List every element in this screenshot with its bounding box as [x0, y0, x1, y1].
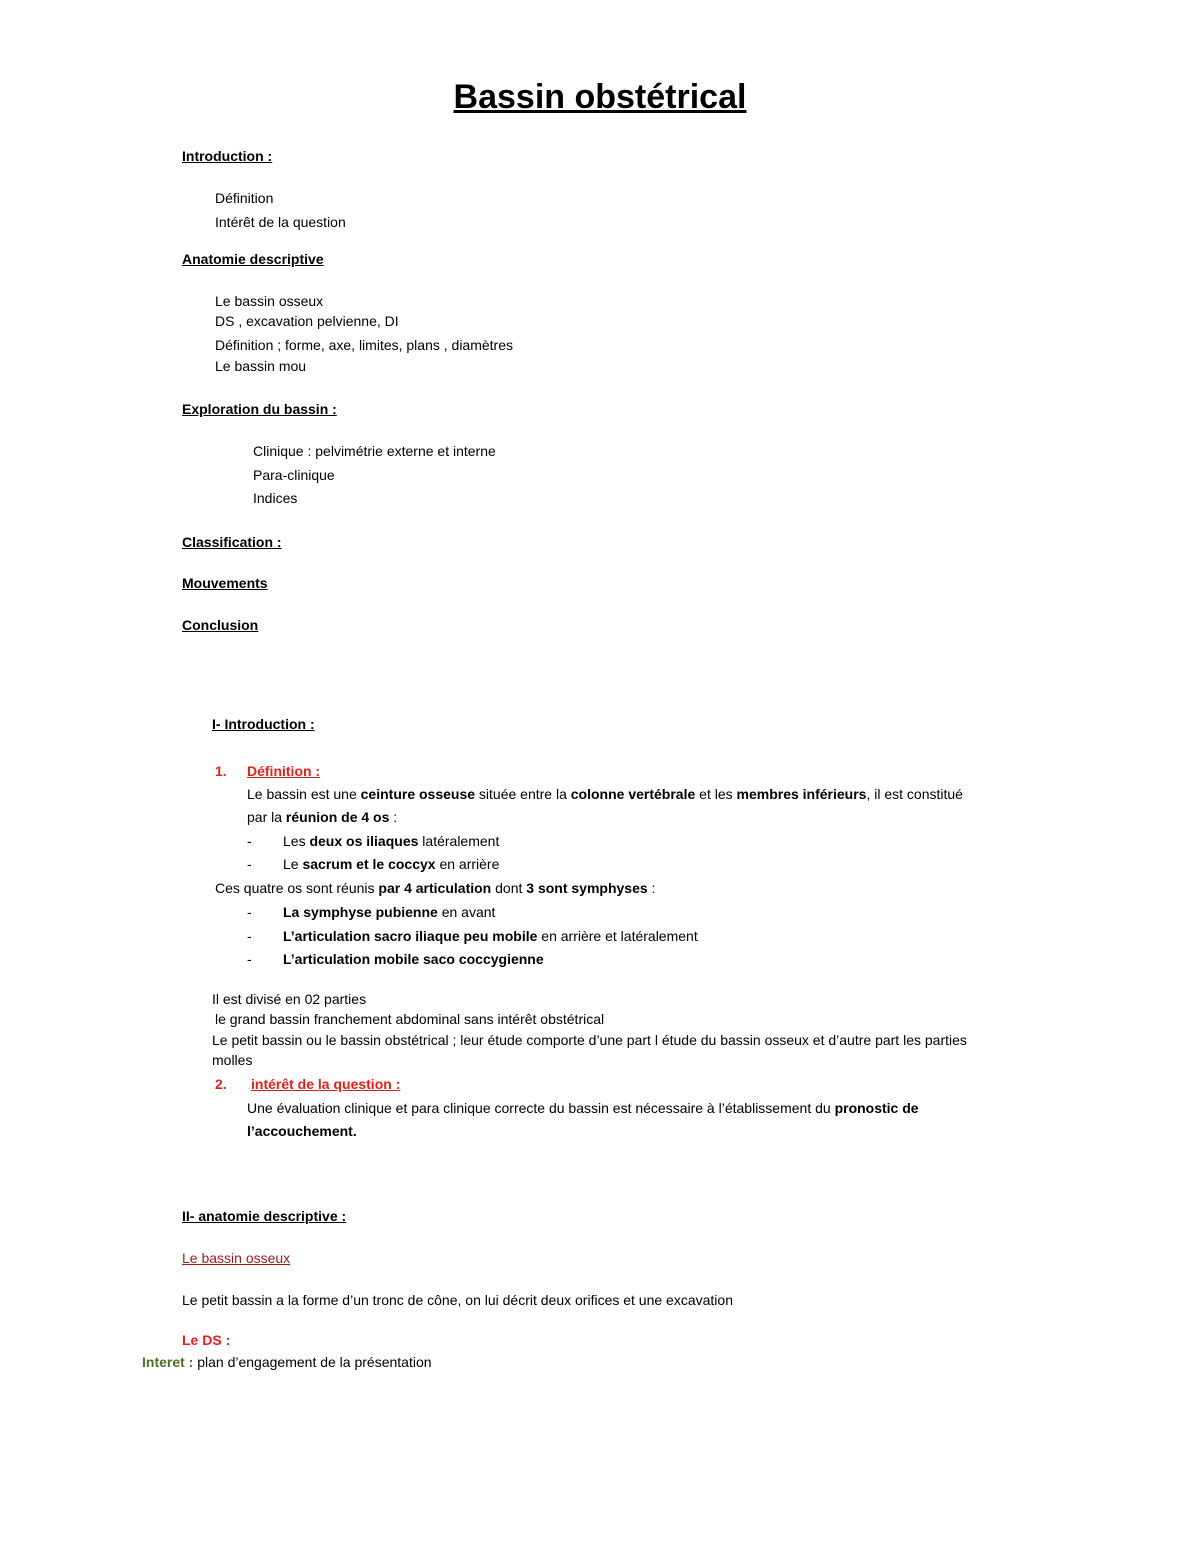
- outline-explo-item: Indices: [253, 490, 298, 506]
- section1-heading: I- Introduction :: [212, 716, 315, 732]
- petit-bassin-description: Le petit bassin a la forme d’un tronc de cône, on lui décrit deux orifices et une excavation: [182, 1292, 733, 1308]
- bone-list-item: - Les deux os iliaques latéralement: [247, 833, 500, 849]
- interet-heading: intérêt de la question :: [251, 1076, 401, 1092]
- outline-intro-heading: Introduction :: [182, 148, 273, 164]
- section2-heading: II- anatomie descriptive :: [182, 1208, 347, 1224]
- outline-classif-heading: Classification :: [182, 534, 282, 550]
- outline-mouv-heading: Mouvements: [182, 575, 268, 591]
- outline-intro-item: Définition: [215, 190, 274, 206]
- outline-anat-item: Définition ; forme, axe, limites, plans , diamètres: [215, 337, 514, 353]
- divided-text: Il est divisé en 02 parties: [212, 991, 367, 1007]
- interet-number: 2.: [215, 1076, 227, 1092]
- document-title: Bassin obstétrical: [453, 78, 747, 116]
- outline-concl-heading: Conclusion: [182, 617, 259, 633]
- outline-explo-item: Para-clinique: [253, 467, 335, 483]
- definition-line-2: par la réunion de 4 os :: [247, 809, 398, 825]
- outline-explo-heading: Exploration du bassin :: [182, 401, 337, 417]
- definition-heading: Définition :: [247, 763, 321, 779]
- definition-line-1: Le bassin est une ceinture osseuse située entre la colonne vertébrale et les membres inférieurs, il est constitué: [247, 786, 963, 802]
- petit-bassin-text: Le petit bassin ou le bassin obstétrical ; leur étude comporte d’une part l étude du bassin osseux et d’autre part les parties: [212, 1032, 967, 1048]
- joints-intro: Ces quatre os sont réunis par 4 articulation dont 3 sont symphyses :: [215, 880, 656, 896]
- petit-bassin-text-cont: molles: [212, 1052, 253, 1068]
- joint-list-item: - L’articulation sacro iliaque peu mobile en arrière et latéralement: [247, 928, 698, 944]
- interet-label: Interet :: [142, 1354, 194, 1370]
- definition-number: 1.: [215, 763, 227, 779]
- outline-anat-item: Le bassin mou: [215, 358, 307, 374]
- ds-heading: Le DS :: [182, 1332, 231, 1348]
- bassin-osseux-heading: Le bassin osseux: [182, 1250, 291, 1266]
- joint-list-item: - La symphyse pubienne en avant: [247, 904, 496, 920]
- grand-bassin-text: le grand bassin franchement abdominal sans intérêt obstétrical: [215, 1011, 605, 1027]
- interet-line-2: l’accouchement.: [247, 1123, 357, 1139]
- outline-anat-heading: Anatomie descriptive: [182, 251, 324, 267]
- interet-ds-line: Interet : plan d’engagement de la présentation: [142, 1354, 432, 1370]
- joint-list-item: - L’articulation mobile saco coccygienne: [247, 951, 544, 967]
- outline-anat-item: DS , excavation pelvienne, DI: [215, 313, 399, 329]
- outline-anat-item: Le bassin osseux: [215, 293, 324, 309]
- bone-list-item: - Le sacrum et le coccyx en arrière: [247, 856, 500, 872]
- outline-explo-item: Clinique : pelvimétrie externe et interne: [253, 443, 496, 459]
- interet-line-1: Une évaluation clinique et para clinique correcte du bassin est nécessaire à l’établissement du pronostic de: [247, 1100, 919, 1116]
- outline-intro-item: Intérêt de la question: [215, 214, 346, 230]
